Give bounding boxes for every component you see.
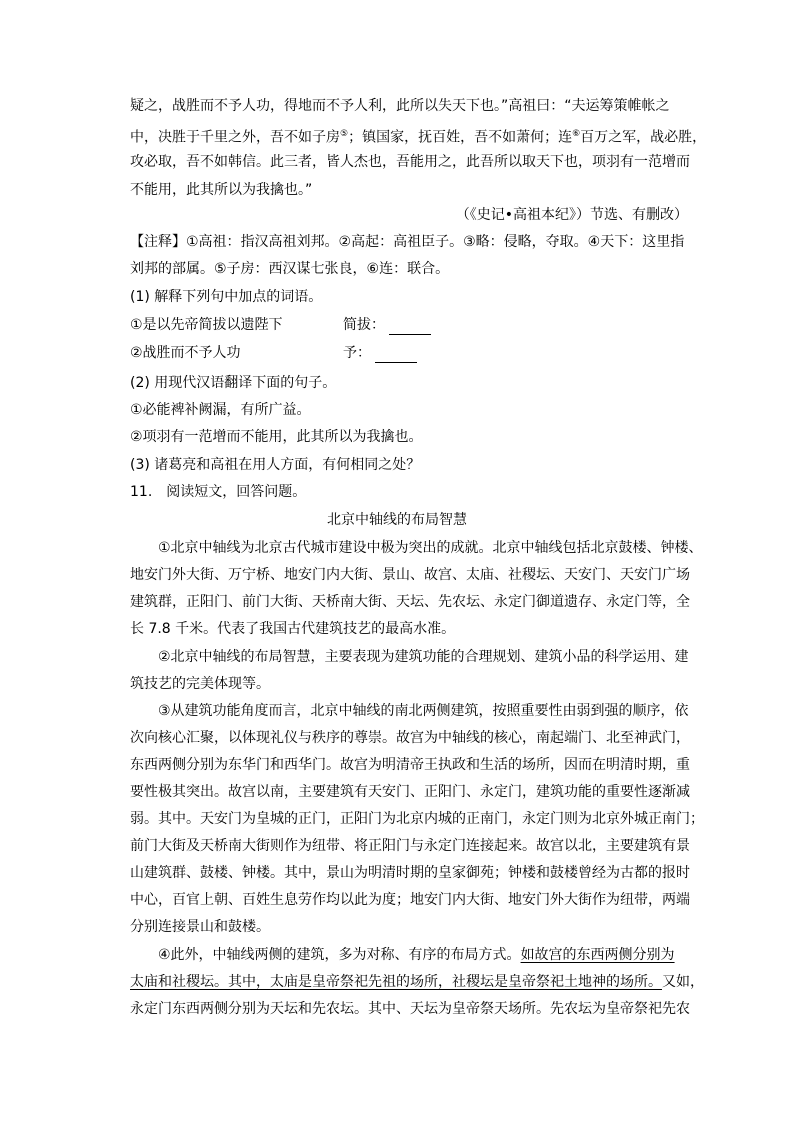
article-line: ①北京中轴线为北京古代城市建设中极为突出的成就。北京中轴线包括北京鼓楼、钟楼、 <box>158 540 703 556</box>
answer-blank[interactable] <box>389 320 431 335</box>
article-line: ②北京中轴线的布局智慧，主要表现为建筑功能的合理规划、建筑小品的科学运用、建 <box>158 649 689 665</box>
article-line: 中心，百官上朝、百姓生息劳作均以此为度；地安门内大街、地安门外大街作为纽带，两端 <box>130 892 690 908</box>
question-1a <box>130 315 283 335</box>
passage-text: ；镇国家，抚百姓，吾不如萧何；连 <box>348 129 573 146</box>
answer-label: 予： <box>343 345 371 361</box>
question-1b-answer <box>343 343 417 363</box>
article-line: 永定门东西两侧分别为天坛和先农坛。其中、天坛为皇帝祭天场所。先农坛为皇帝祭祀先农 <box>130 1001 690 1017</box>
passage-line: 攻必取，吾不如韩信。此三者，皆人杰也，吾能用之，此吾所以取天下也，项羽有一范增而 <box>130 154 690 170</box>
article-line: 地安门外大街、万宁桥、地安门内大街、景山、故宫、太庙、社稷坛、天安门、天安门广场 <box>130 567 690 583</box>
passage-line: 不能用，此其所以为我擒也。” <box>130 182 313 198</box>
article-line: 要性极其突出。故宫以南，主要建筑有天安门、正阳门、永定门，建筑功能的重要性逐渐减 <box>130 784 690 800</box>
question-3: (3) 诸葛亮和高祖在用人方面，有何相同之处？ <box>130 457 421 473</box>
question-2a: ①必能裨补阙漏，有所广益。 <box>130 402 311 418</box>
question-2: (2) 用现代汉语翻译下面的句子。 <box>130 375 337 391</box>
article-line: 山建筑群、鼓楼、钟楼。其中，景山为明清时期的皇家御苑；钟楼和鼓楼曾经为古都的报时 <box>130 865 690 881</box>
article-line: 分别连接景山和鼓楼。 <box>130 919 270 935</box>
answer-label: 简拔： <box>343 317 385 333</box>
footnote-marker: ⑤ <box>340 129 349 139</box>
passage-text: 中，决胜于千里之外，吾不如子房 <box>130 129 340 146</box>
passage-text: 百万之军，战必胜， <box>580 129 707 146</box>
article-line: ③从建筑功能角度而言，北京中轴线的南北两侧建筑，按照重要性由弱到强的顺序，依 <box>158 703 689 719</box>
notes-line: 【注释】①高祖：指汉高祖刘邦。②高起：高祖臣子。③略：侵略，夺取。④天下：这里指 <box>130 234 685 250</box>
article-line: 弱。其中。天安门为皇城的正门，正阳门为北京内城的正南门，永定门则为北京外城正南门； <box>130 811 704 827</box>
footnote-marker: ⑥ <box>572 129 581 139</box>
question-1: (1) 解释下列句中加点的词语。 <box>130 289 323 305</box>
answer-blank[interactable] <box>375 348 417 363</box>
article-line: 长 7.8 千米。代表了我国古代建筑技艺的最高水准。 <box>130 621 456 637</box>
underlined-text: 太庙和社稷坛。其中，太庙是皇帝祭祀先祖的场所，社稷坛是皇帝祭祀土地神的场所。 <box>130 974 662 990</box>
passage-source: （《史记•高祖本纪》）节选、有删改） <box>455 207 688 223</box>
article-title: 北京中轴线的布局智慧 <box>327 512 467 528</box>
passage-line: 疑之，战胜而不予人功，得地而不予人利，此所以失天下也。”高祖曰：“夫运筹策帷帐之 <box>130 98 670 114</box>
question-11: 11. 阅读短文，回答问题。 <box>130 484 307 500</box>
article-line: 东西两侧分别为东华门和西华门。故宫为明清帝王执政和生活的场所，因而在明清时期，重 <box>130 757 690 773</box>
article-line: 前门大街及天桥南大街则作为纽带、将正阳门与永定门连接起来。故宫以北，主要建筑有景 <box>130 838 690 854</box>
question-1b-text: ②战胜而不予人功 <box>130 345 241 361</box>
article-line: 筑技艺的完美体现等。 <box>130 676 270 692</box>
article-line: 次向核心汇聚，以体现礼仪与秩序的尊崇。故宫为中轴线的核心，南起端门、北至神武门， <box>130 730 690 746</box>
question-2b: ②项羽有一范增而不能用，此其所以为我擒也。 <box>130 429 423 445</box>
question-1a-answer <box>343 315 431 335</box>
article-line <box>158 945 675 965</box>
question-1a-text: ①是以先帝简拔以遗陛下 <box>130 317 283 333</box>
notes-line: 刘邦的部属。⑤子房：西汉谋七张良，⑥连：联合。 <box>130 261 450 277</box>
article-text: ④此外，中轴线两侧的建筑，多为对称、有序的布局方式。 <box>158 947 521 963</box>
underlined-text: 如故宫的东西两侧分别为 <box>520 947 675 963</box>
article-line <box>130 972 704 992</box>
question-1b <box>130 343 241 363</box>
article-line: 建筑群，正阳门、前门大街、天桥南大街、天坛、先农坛、永定门御道遗存、永定门等，全 <box>130 594 690 610</box>
article-text: 又如， <box>662 974 704 990</box>
passage-line <box>130 124 706 148</box>
